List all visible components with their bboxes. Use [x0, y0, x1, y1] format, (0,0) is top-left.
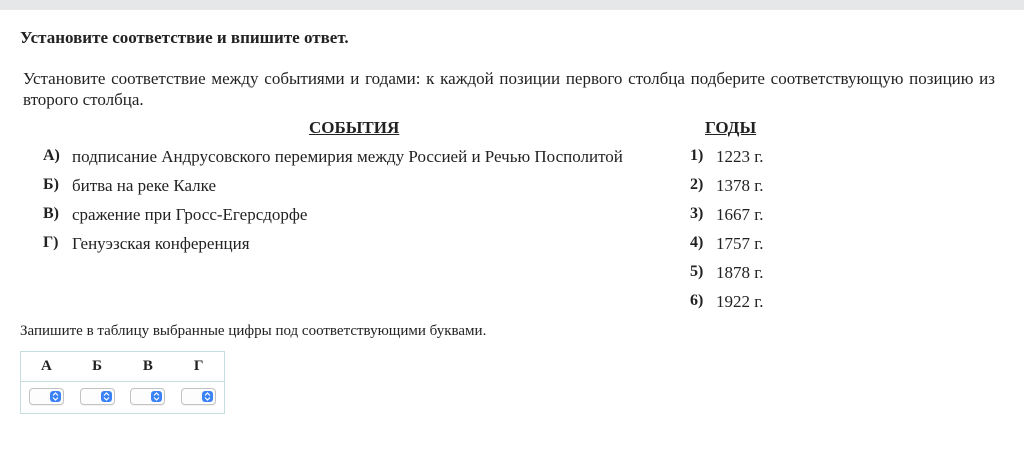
top-bar: [0, 0, 1024, 10]
event-letter: А): [43, 147, 60, 164]
answer-header-b: Б: [92, 358, 103, 374]
year-text: 1378 г.: [716, 176, 764, 195]
year-number: 4): [690, 234, 704, 251]
year-number: 2): [690, 176, 704, 193]
answer-instruction: Запишите в таблицу выбранные цифры под соответствующими буквами.: [20, 323, 487, 339]
answer-header-a: А: [40, 358, 52, 374]
year-number: 3): [690, 205, 704, 222]
event-text: Генуэзская конференция: [72, 234, 250, 253]
year-text: 1667 г.: [716, 205, 764, 224]
answer-select-v[interactable]: [130, 388, 165, 405]
task-title: Установите соответствие и впишите ответ.: [20, 28, 349, 47]
answer-table-divider: [21, 381, 224, 382]
chevron-up-down-icon: [101, 391, 112, 402]
event-item: [43, 176, 216, 196]
year-text: 1757 г.: [716, 234, 764, 253]
chevron-up-down-icon: [50, 391, 61, 402]
answer-select-g[interactable]: [181, 388, 216, 405]
year-item: [690, 176, 764, 196]
event-item: [43, 205, 307, 225]
chevron-up-down-icon: [151, 391, 162, 402]
year-text: 1223 г.: [716, 147, 764, 166]
event-text: битва на реке Калке: [72, 176, 217, 195]
year-item: [690, 234, 764, 254]
year-item: [690, 205, 764, 225]
answer-header-g: Г: [193, 358, 204, 374]
event-letter: В): [43, 205, 59, 222]
answer-select-b[interactable]: [80, 388, 115, 405]
year-item: [690, 263, 764, 283]
event-item: [43, 234, 250, 254]
year-item: [690, 292, 764, 312]
chevron-up-down-icon: [202, 391, 213, 402]
answer-table: [20, 351, 225, 414]
event-letter: Б): [43, 176, 59, 193]
task-text: Установите соответствие между событиями и годами: к каждой позиции первого столбца подберите соответствующую позицию из второго столбца.: [23, 69, 995, 109]
answer-table-selects: [21, 388, 224, 405]
answer-table-header: [21, 358, 224, 378]
years-column-header: ГОДЫ: [705, 118, 757, 137]
events-column-header: СОБЫТИЯ: [309, 118, 400, 137]
year-text: 1922 г.: [716, 292, 764, 311]
year-number: 6): [690, 292, 704, 309]
answer-select-a[interactable]: [29, 388, 64, 405]
event-text: подписание Андрусовского перемирия между Россией и Речью Посполитой: [72, 147, 623, 166]
answer-header-v: В: [142, 358, 153, 374]
event-text: сражение при Гросс-Егерсдорфе: [72, 205, 308, 224]
event-letter: Г): [43, 234, 59, 251]
event-item: [43, 147, 623, 167]
year-number: 1): [690, 147, 704, 164]
year-text: 1878 г.: [716, 263, 764, 282]
year-item: [690, 147, 764, 167]
year-number: 5): [690, 263, 704, 280]
